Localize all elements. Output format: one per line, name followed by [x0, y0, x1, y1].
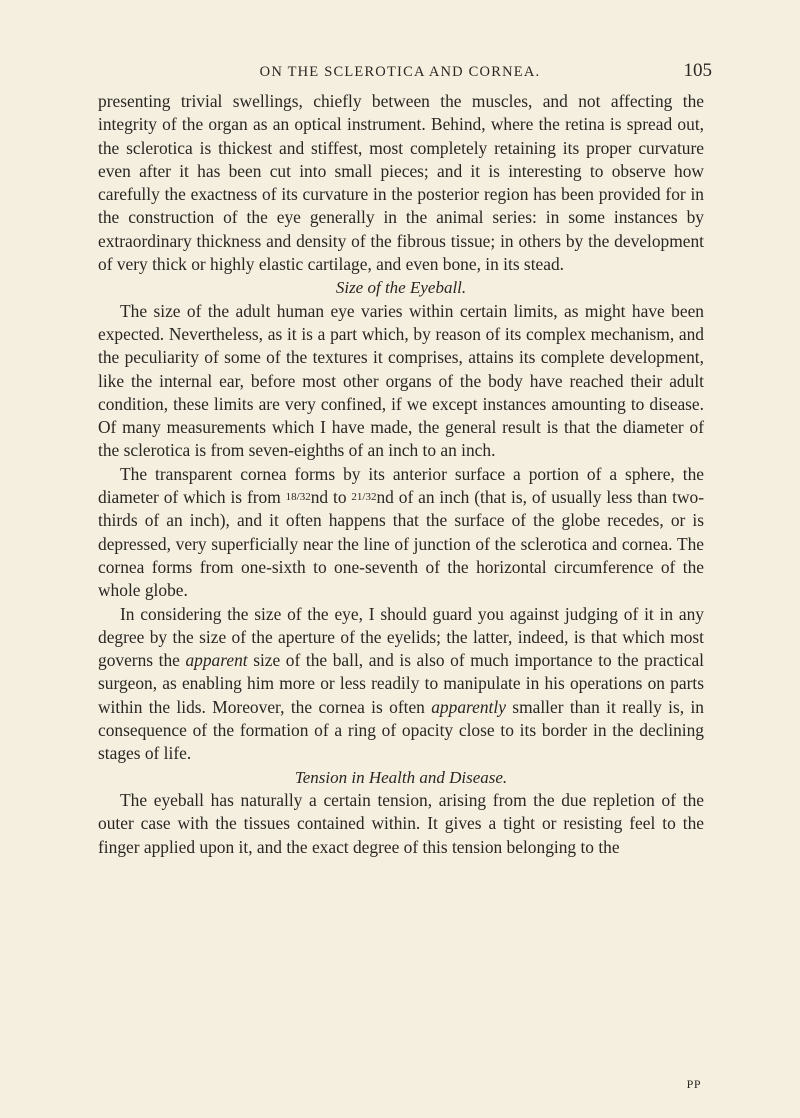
paragraph-3-part-a: The transparent cornea forms by its anterior surface a portion of a sphere, the diameter of which is from: [98, 463, 704, 508]
emphasis-apparently: apparently: [431, 696, 506, 717]
paragraph-4-part-b: size of the ball, and is also of much importance to the practical surgeon, as enabling him more or less readily to manipulate in his operations on parts within the lids. Moreover, the cornea is often: [98, 650, 704, 717]
paragraph-4-part-a: In considering the size of the eye, I should guard you against judging of it in any degree by the size of the aperture of the eyelids; the latter, indeed, is that which most governs the: [98, 603, 704, 671]
section-heading-tension: Tension in Health and Disease.: [294, 767, 508, 787]
paragraph-1: presenting trivial swellings, chiefly between the muscles, and not affecting the integrity of the organ as an optical instrument. Behind, where the retina is spread out, the sclerotica is thickest and stiffest, most completely retaining its proper curvature even after it has been cut into small pieces; and it is interesting to observe how carefully the exactness of its curvature in the posterior region has been provided for in the construction of the eye generally in the animal series: in some instances by extraordinary thickness and density of the fibrous tissue; in others by the development of very thick or highly elastic cartilage, and even bone, in its stead.: [98, 91, 704, 275]
page-number: 105: [683, 60, 712, 81]
body-text: [98, 90, 704, 859]
running-head: [0, 60, 800, 86]
emphasis-apparent: apparent: [185, 650, 248, 671]
paragraph-3-part-b: nd to: [310, 487, 352, 508]
paragraph-3: [98, 463, 704, 603]
fraction-2: 21/32: [351, 491, 377, 504]
paragraph-5: The eyeball has naturally a certain tension, arising from the due repletion of the outer case with the tissues contained within. It gives a tight or resisting feel to the finger applied upon it, and the exact degree of this tension belonging to the: [98, 789, 704, 857]
paragraph-4: [98, 603, 704, 766]
paragraph-3-part-c: nd of an inch (that is, of usually less than two-thirds of an inch), and it often happens that the surface of the globe recedes, or is depressed, very superficially near the line of junction of the sclerotica and cornea. The cornea forms from one-sixth to one-seventh of the horizontal circumference of the whole globe.: [98, 487, 704, 601]
section-heading-size: Size of the Eyeball.: [335, 278, 467, 298]
running-title: ON THE SCLEROTICA AND CORNEA.: [259, 64, 541, 80]
signature-mark: PP: [686, 1077, 701, 1091]
paragraph-2: The size of the adult human eye varies within certain limits, as might have been expected. Nevertheless, as it is a part which, by reason of its complex mechanism, and the peculiarity of some of the textures it comprises, attains its complete development, like the internal ear, before most other organs of the body have reached their adult condition, these limits are very confined, if we except instances amounting to disease. Of many measurements which I have made, the general result is that the diameter of the sclerotica is from seven-eighths of an inch to an inch.: [98, 300, 704, 461]
fraction-1: 18/32: [285, 491, 311, 504]
paragraph-4-part-c: smaller than it really is, in consequence of the formation of a ring of opacity close to its border in the declining stages of life.: [98, 696, 704, 764]
